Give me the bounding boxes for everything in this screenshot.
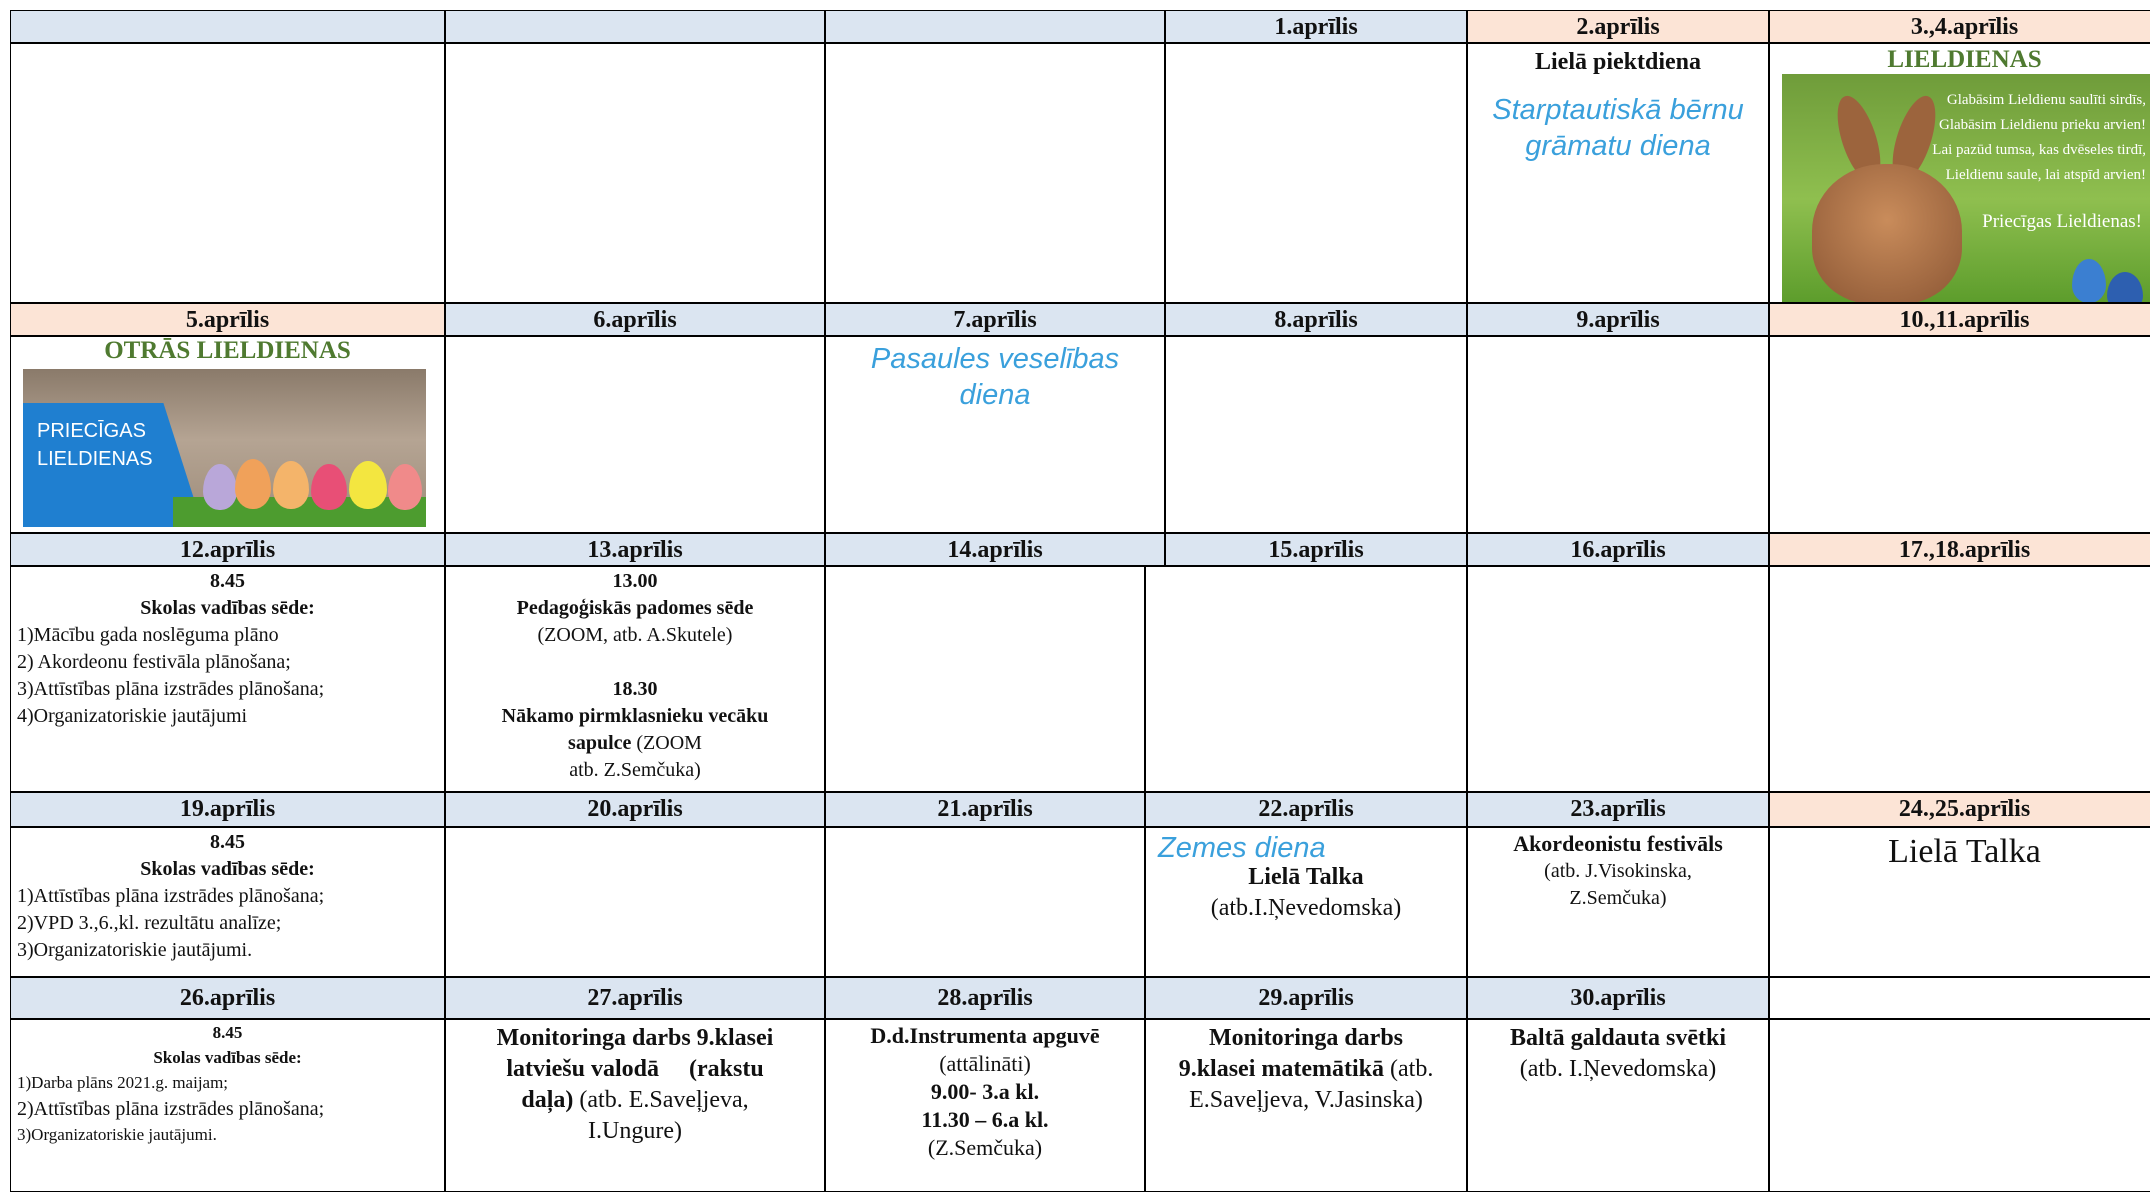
apr27-l1: Monitoringa darbs 9.klasei	[496, 1025, 774, 1051]
header-apr2: 2.aprīlis	[1467, 10, 1769, 43]
cell-apr28	[825, 1019, 1145, 1192]
cell-apr14	[825, 566, 1145, 792]
egg-icon	[388, 464, 422, 510]
cell-apr8	[1165, 336, 1467, 533]
header-apr17-18: 17.,18.aprīlis	[1769, 533, 2150, 566]
apr29-l2: 9.klasei matemātikā (atb.	[1178, 1056, 1434, 1082]
cell-apr30	[1467, 1019, 1769, 1192]
apr29-l1: Monitoringa darbs	[1208, 1025, 1403, 1051]
egg-icon	[349, 461, 387, 509]
cell-apr22	[1145, 827, 1467, 977]
header-apr19: 19.aprīlis	[10, 792, 445, 827]
apr28-l5: (Z.Semčuka)	[927, 1135, 1043, 1160]
header-apr24-25: 24.,25.aprīlis	[1769, 792, 2150, 827]
apr13-title2a: Nākamo pirmklasnieku vecāku	[501, 705, 769, 727]
header-apr7: 7.aprīlis	[825, 303, 1165, 336]
cell-apr5	[10, 336, 445, 533]
apr19-time: 8.45	[210, 831, 245, 853]
header-apr29: 29.aprīlis	[1145, 977, 1467, 1019]
header-apr13: 13.aprīlis	[445, 533, 825, 566]
cell-apr27	[445, 1019, 825, 1192]
apr30-l1: Baltā galdauta svētki	[1509, 1025, 1727, 1051]
cell-apr21	[825, 827, 1145, 977]
cell-apr23	[1467, 827, 1769, 977]
cell-empty-end	[1769, 1019, 2150, 1192]
apr2-title: Lielā piektdiena	[1534, 49, 1702, 75]
easter-greeting: Priecīgas Lieldienas!	[1982, 211, 2142, 232]
apr26-agenda: 1)Darba plāns 2021.g. maijam; 2)Attīstības plāna izstrādes plānošana; 3)Organizatoriskie jautājumi.	[17, 1073, 325, 1144]
header-apr22: 22.aprīlis	[1145, 792, 1467, 827]
cell-apr1	[1165, 43, 1467, 303]
header-apr6: 6.aprīlis	[445, 303, 825, 336]
cell-apr3-4	[1769, 43, 2150, 303]
apr27-l4: I.Ungure)	[588, 1118, 682, 1144]
apr19-title: Skolas vadības sēde:	[140, 858, 315, 880]
easter-eggs-image	[23, 369, 426, 527]
header-apr3-4: 3.,4.aprīlis	[1769, 10, 2150, 43]
egg-icon	[235, 459, 271, 509]
cell-apr20	[445, 827, 825, 977]
apr26-time: 8.45	[212, 1023, 243, 1042]
apr22-title: Lielā Talka	[1248, 864, 1364, 890]
easter-banner-text: PRIECĪGAS LIELDIENAS	[37, 420, 153, 470]
header-empty-3	[825, 10, 1165, 43]
header-apr10-11: 10.,11.aprīlis	[1769, 303, 2150, 336]
cell-empty-3	[825, 43, 1165, 303]
cell-apr17-18	[1769, 566, 2150, 792]
header-apr20: 20.aprīlis	[445, 792, 825, 827]
apr13-time1: 13.00	[612, 570, 658, 592]
cell-apr6	[445, 336, 825, 533]
header-apr16: 16.aprīlis	[1467, 533, 1769, 566]
april-calendar	[10, 10, 2150, 1192]
cell-apr15	[1145, 566, 1467, 792]
egg-icon	[2072, 259, 2106, 302]
egg-icon	[311, 464, 347, 510]
egg-icon	[203, 464, 237, 510]
apr12-agenda: 1)Mācību gada noslēguma plāno 2) Akordeonu festivāla plānošana; 3)Attīstības plāna izstrādes plānošana; 4)Organizatoriskie jautājumi	[17, 624, 325, 727]
apr27-l2: latviešu valodā (rakstu	[506, 1056, 764, 1082]
apr13-sub2b: atb. Z.Semčuka)	[569, 759, 701, 781]
cell-empty-2	[445, 43, 825, 303]
apr34-title: LIELDIENAS	[1887, 46, 2042, 73]
apr13-time2: 18.30	[612, 678, 658, 700]
apr2-note: Starptautiskā bērnu grāmatu diena	[1492, 94, 1744, 162]
apr27-l3: daļa) (atb. E.Saveļjeva,	[521, 1087, 749, 1113]
apr5-title: OTRĀS LIELDIENAS	[104, 337, 351, 364]
cell-apr2	[1467, 43, 1769, 303]
header-empty-2	[445, 10, 825, 43]
apr26-title: Skolas vadības sēde:	[153, 1048, 302, 1067]
cell-apr19	[10, 827, 445, 977]
apr22-sub: (atb.I.Ņevedomska)	[1210, 895, 1402, 921]
apr23-sub2: Z.Semčuka)	[1569, 887, 1667, 909]
apr22-note: Zemes diena	[1158, 832, 1326, 864]
egg-icon	[273, 461, 309, 509]
egg-icon	[2107, 272, 2143, 302]
apr13-sub1: (ZOOM, atb. A.Skutele)	[537, 624, 733, 646]
header-apr12: 12.aprīlis	[10, 533, 445, 566]
apr23-sub1: (atb. J.Visokinska,	[1544, 860, 1692, 882]
apr19-agenda: 1)Attīstības plāna izstrādes plānošana; 2)VPD 3.,6.,kl. rezultātu analīze; 3)Organizatoriskie jautājumi.	[17, 885, 325, 961]
header-apr23: 23.aprīlis	[1467, 792, 1769, 827]
cell-empty-1	[10, 43, 445, 303]
easter-bunny-image	[1782, 74, 2150, 302]
header-apr5: 5.aprīlis	[10, 303, 445, 336]
header-apr30: 30.aprīlis	[1467, 977, 1769, 1019]
header-empty-1	[10, 10, 445, 43]
header-apr14: 14.aprīlis	[825, 533, 1165, 566]
header-apr8: 8.aprīlis	[1165, 303, 1467, 336]
apr2425-text: Lielā Talka	[1888, 833, 2041, 870]
cell-apr9	[1467, 336, 1769, 533]
header-apr28: 28.aprīlis	[825, 977, 1145, 1019]
apr7-note: Pasaules veselības diena	[870, 343, 1120, 411]
apr28-l3: 9.00- 3.a kl.	[930, 1079, 1040, 1104]
apr28-l4: 11.30 – 6.a kl.	[921, 1107, 1049, 1132]
cell-apr12	[10, 566, 445, 792]
header-apr27: 27.aprīlis	[445, 977, 825, 1019]
apr13-title2b-line: sapulce (ZOOM	[568, 732, 702, 754]
cell-apr16	[1467, 566, 1769, 792]
cell-apr24-25	[1769, 827, 2150, 977]
header-apr1: 1.aprīlis	[1165, 10, 1467, 43]
header-apr21: 21.aprīlis	[825, 792, 1145, 827]
apr12-time: 8.45	[210, 570, 245, 592]
easter-poem: Glabāsim Lieldienu saulīti sirdīs, Glabāsim Lieldienu prieku arvien! Lai pazūd tumsa, kas dvēseles tirdī, Lieldienu saule, lai atspīd arvien!	[1932, 92, 2146, 183]
header-apr9: 9.aprīlis	[1467, 303, 1769, 336]
apr12-title: Skolas vadības sēde:	[140, 597, 315, 619]
header-apr26: 26.aprīlis	[10, 977, 445, 1019]
apr30-l2: (atb. I.Ņevedomska)	[1519, 1056, 1717, 1082]
header-empty-end	[1769, 977, 2150, 1019]
apr28-l1: D.d.Instrumenta apguvē	[870, 1023, 1100, 1048]
cell-apr13	[445, 566, 825, 792]
apr29-l3: E.Saveļjeva, V.Jasinska)	[1189, 1087, 1423, 1113]
cell-apr7	[825, 336, 1165, 533]
cell-apr10-11	[1769, 336, 2150, 533]
apr23-title: Akordeonistu festivāls	[1513, 831, 1723, 856]
cell-apr26	[10, 1019, 445, 1192]
cell-apr29	[1145, 1019, 1467, 1192]
apr13-title1: Pedagoģiskās padomes sēde	[516, 597, 754, 619]
apr28-l2: (attālināti)	[939, 1051, 1031, 1076]
header-apr15: 15.aprīlis	[1165, 533, 1467, 566]
